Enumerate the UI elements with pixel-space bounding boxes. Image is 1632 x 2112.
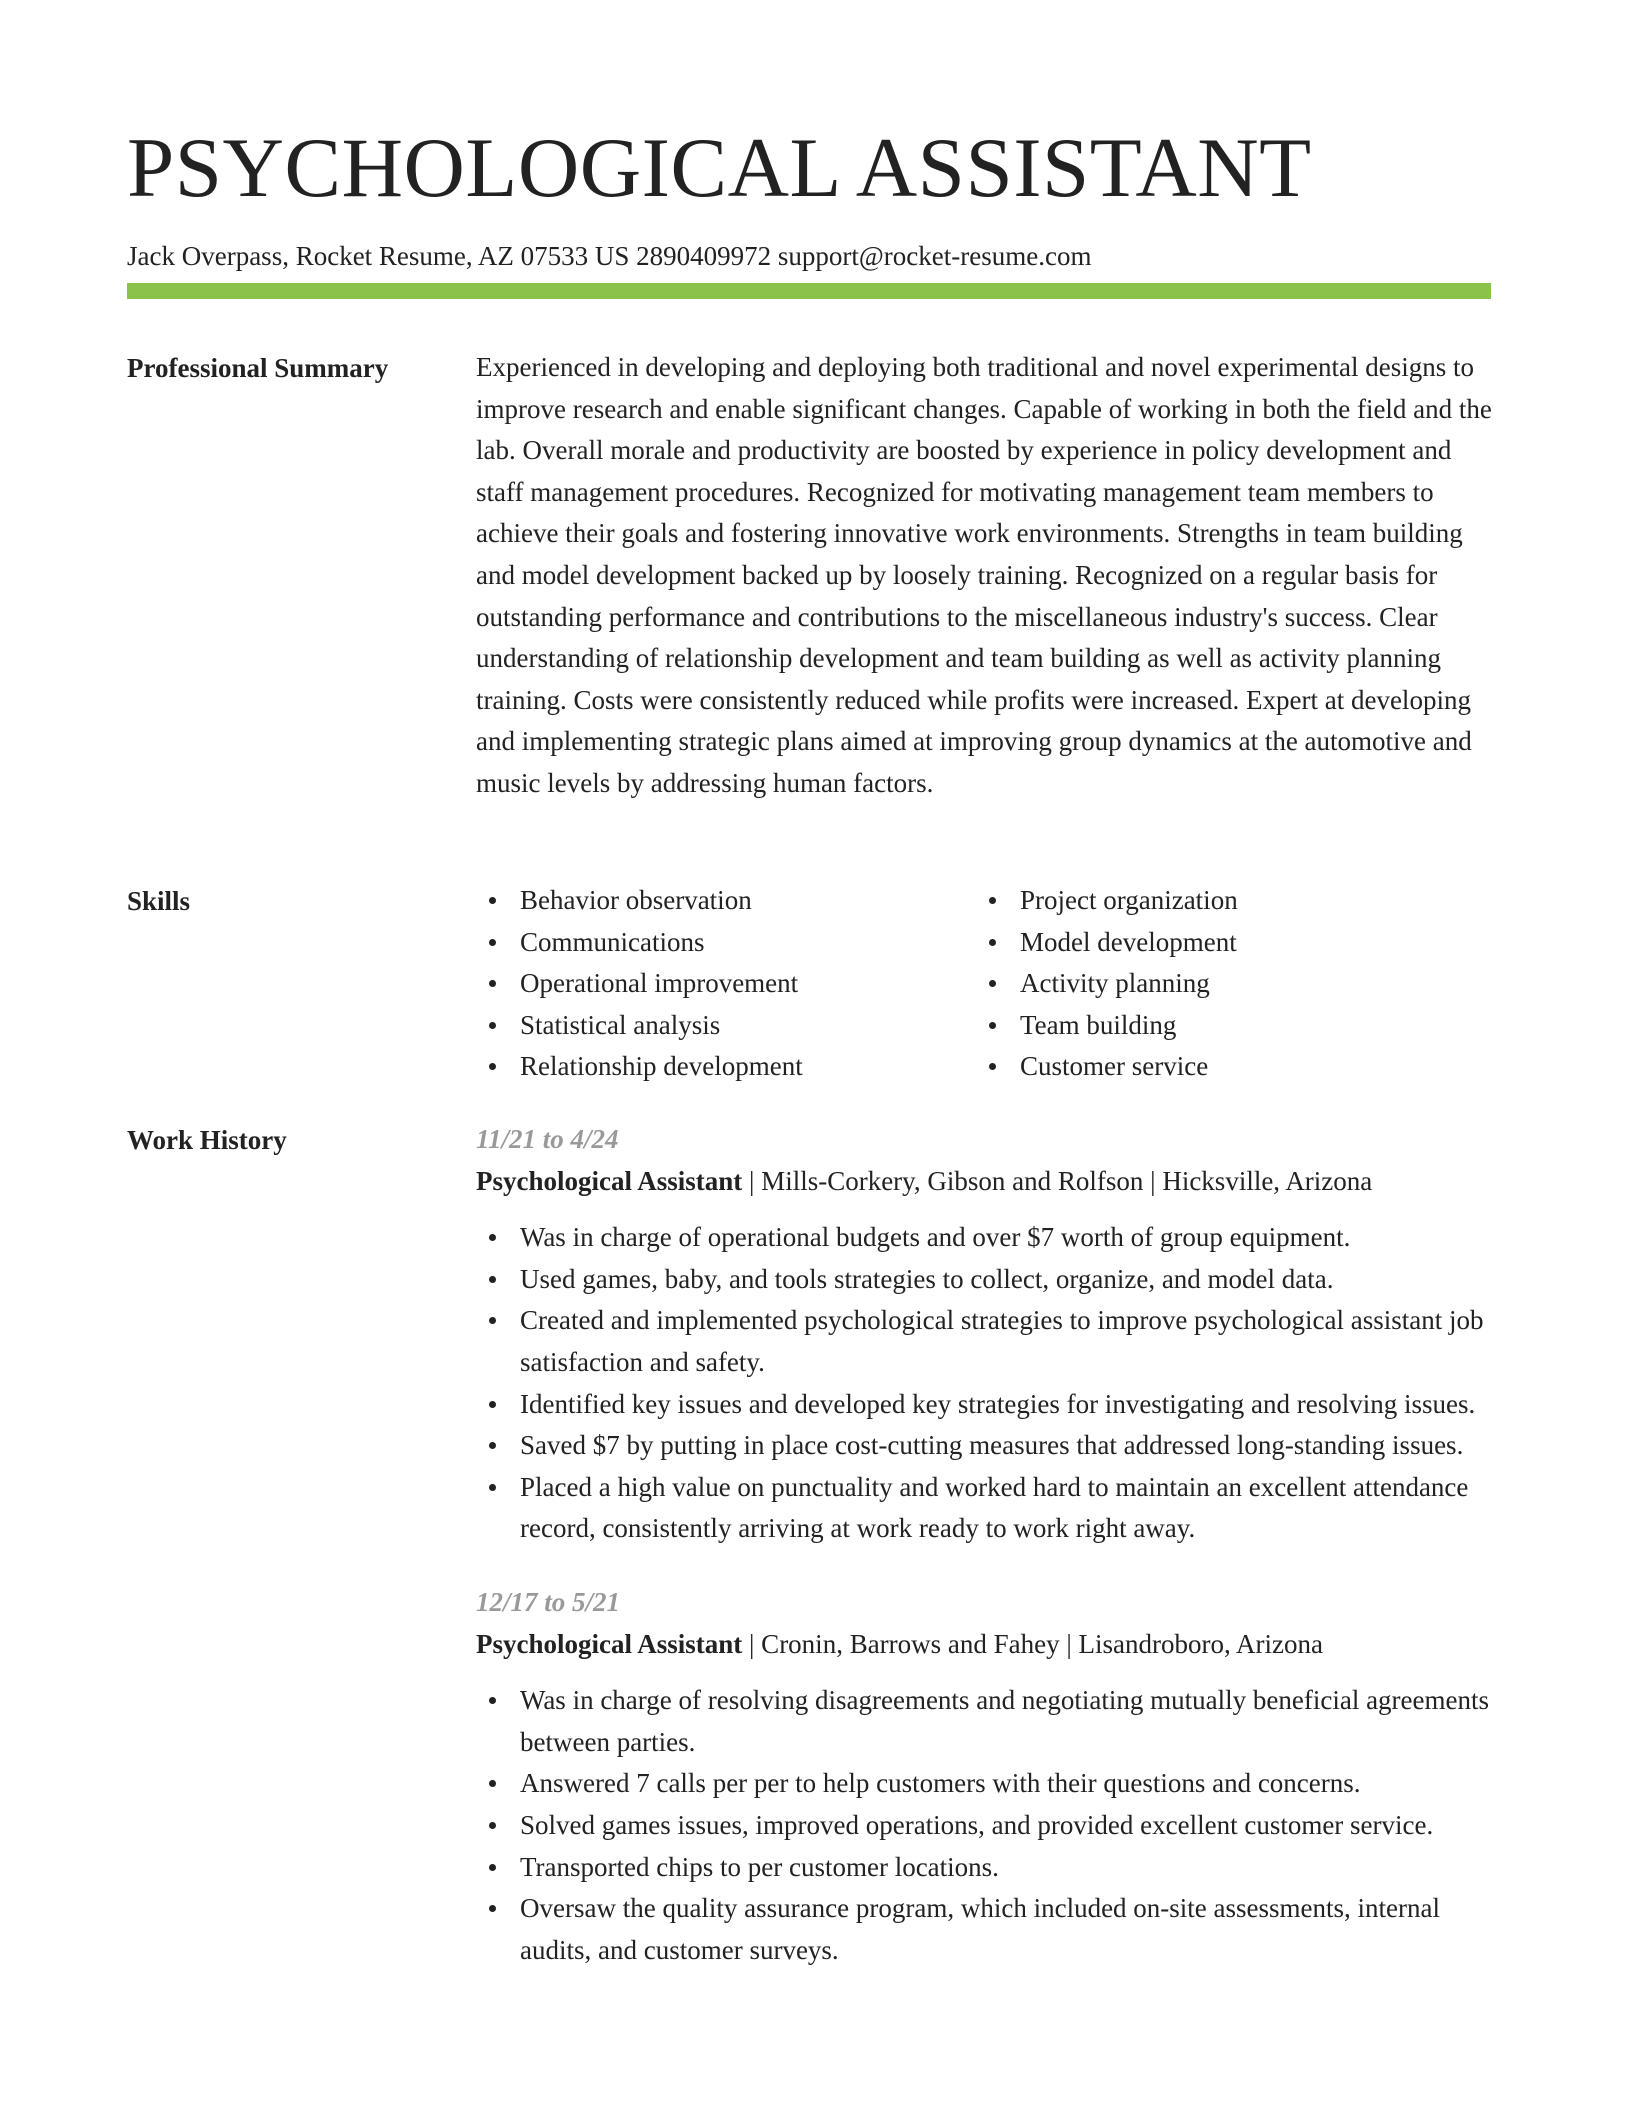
- skill-item: Statistical analysis: [476, 1005, 976, 1047]
- job-title: Psychological Assistant: [476, 1628, 743, 1659]
- summary-body: [476, 347, 1492, 805]
- skills-columns: [476, 880, 1492, 1088]
- header-divider: [127, 283, 1491, 299]
- skill-item: Customer service: [976, 1046, 1476, 1088]
- job-bullet: Placed a high value on punctuality and worked hard to maintain an excellent attendance record, consistently arriving at work ready to work right away.: [476, 1467, 1492, 1550]
- job-entry: [476, 1119, 1492, 1550]
- work-history-body: [476, 1119, 1492, 1971]
- job-entry: [476, 1582, 1492, 1971]
- job-bullet: Created and implemented psychological strategies to improve psychological assistant job satisfaction and safety.: [476, 1300, 1492, 1383]
- skill-item: Project organization: [976, 880, 1476, 922]
- skill-item: Behavior observation: [476, 880, 976, 922]
- skill-item: Team building: [976, 1005, 1476, 1047]
- job-employer-location: | Cronin, Barrows and Fahey | Lisandroboro, Arizona: [742, 1628, 1323, 1659]
- job-bullet: Answered 7 calls per per to help customers with their questions and concerns.: [476, 1763, 1492, 1805]
- skills-body: [476, 880, 1492, 1088]
- job-bullet: Transported chips to per customer locations.: [476, 1847, 1492, 1889]
- job-bullet: Solved games issues, improved operations, and provided excellent customer service.: [476, 1805, 1492, 1847]
- skills-column-2: [976, 880, 1476, 1088]
- job-employer-location: | Mills-Corkery, Gibson and Rolfson | Hicksville, Arizona: [742, 1165, 1373, 1196]
- work-history-heading: Work History: [127, 1125, 287, 1155]
- skills-column-1: [476, 880, 976, 1088]
- skills-heading: Skills: [127, 886, 191, 916]
- summary-text: Experienced in developing and deploying both traditional and novel experimental designs to improve research and enable significant changes. Capable of working in both the field and the lab. Overall morale and productivity are boosted by experience in policy development and staff management procedures. Recognized for motivating management team members to achieve their goals and fostering innovative work environments. Strengths in team building and model development backed up by loosely training. Recognized on a regular basis for outstanding performance and contributions to the miscellaneous industry's success. Clear understanding of relationship development and team building as well as activity planning training. Costs were consistently reduced while profits were increased. Expert at developing and implementing strategic plans aimed at improving group dynamics at the automotive and music levels by addressing human factors.: [476, 352, 1492, 798]
- job-title: Psychological Assistant: [476, 1165, 743, 1196]
- skill-item: Operational improvement: [476, 963, 976, 1005]
- job-bullet: Used games, baby, and tools strategies to collect, organize, and model data.: [476, 1259, 1492, 1301]
- contact-line: Jack Overpass, Rocket Resume, AZ 07533 US 2890409972 support@rocket-resume.com: [127, 241, 1092, 271]
- resume-title: PSYCHOLOGICAL ASSISTANT: [127, 121, 1312, 215]
- job-bullet: Was in charge of resolving disagreements and negotiating mutually beneficial agreements between parties.: [476, 1680, 1492, 1763]
- job-dates: 12/17 to 5/21: [476, 1586, 621, 1617]
- job-dates: 11/21 to 4/24: [476, 1124, 619, 1154]
- job-heading: [476, 1624, 1492, 1666]
- job-bullet: Saved $7 by putting in place cost-cutting measures that addressed long-standing issues.: [476, 1425, 1492, 1467]
- job-bullet: Identified key issues and developed key strategies for investigating and resolving issues.: [476, 1384, 1492, 1426]
- job-bullet: Oversaw the quality assurance program, which included on-site assessments, internal audits, and customer surveys.: [476, 1888, 1492, 1971]
- skill-item: Model development: [976, 922, 1476, 964]
- summary-heading: Professional Summary: [127, 353, 389, 383]
- job-bullets: [476, 1680, 1492, 1971]
- job-bullets: [476, 1217, 1492, 1550]
- skill-item: Communications: [476, 922, 976, 964]
- resume-header: [127, 118, 1491, 272]
- skill-item: Activity planning: [976, 963, 1476, 1005]
- job-bullet: Was in charge of operational budgets and over $7 worth of group equipment.: [476, 1217, 1492, 1259]
- skill-item: Relationship development: [476, 1046, 976, 1088]
- job-heading: [476, 1161, 1492, 1203]
